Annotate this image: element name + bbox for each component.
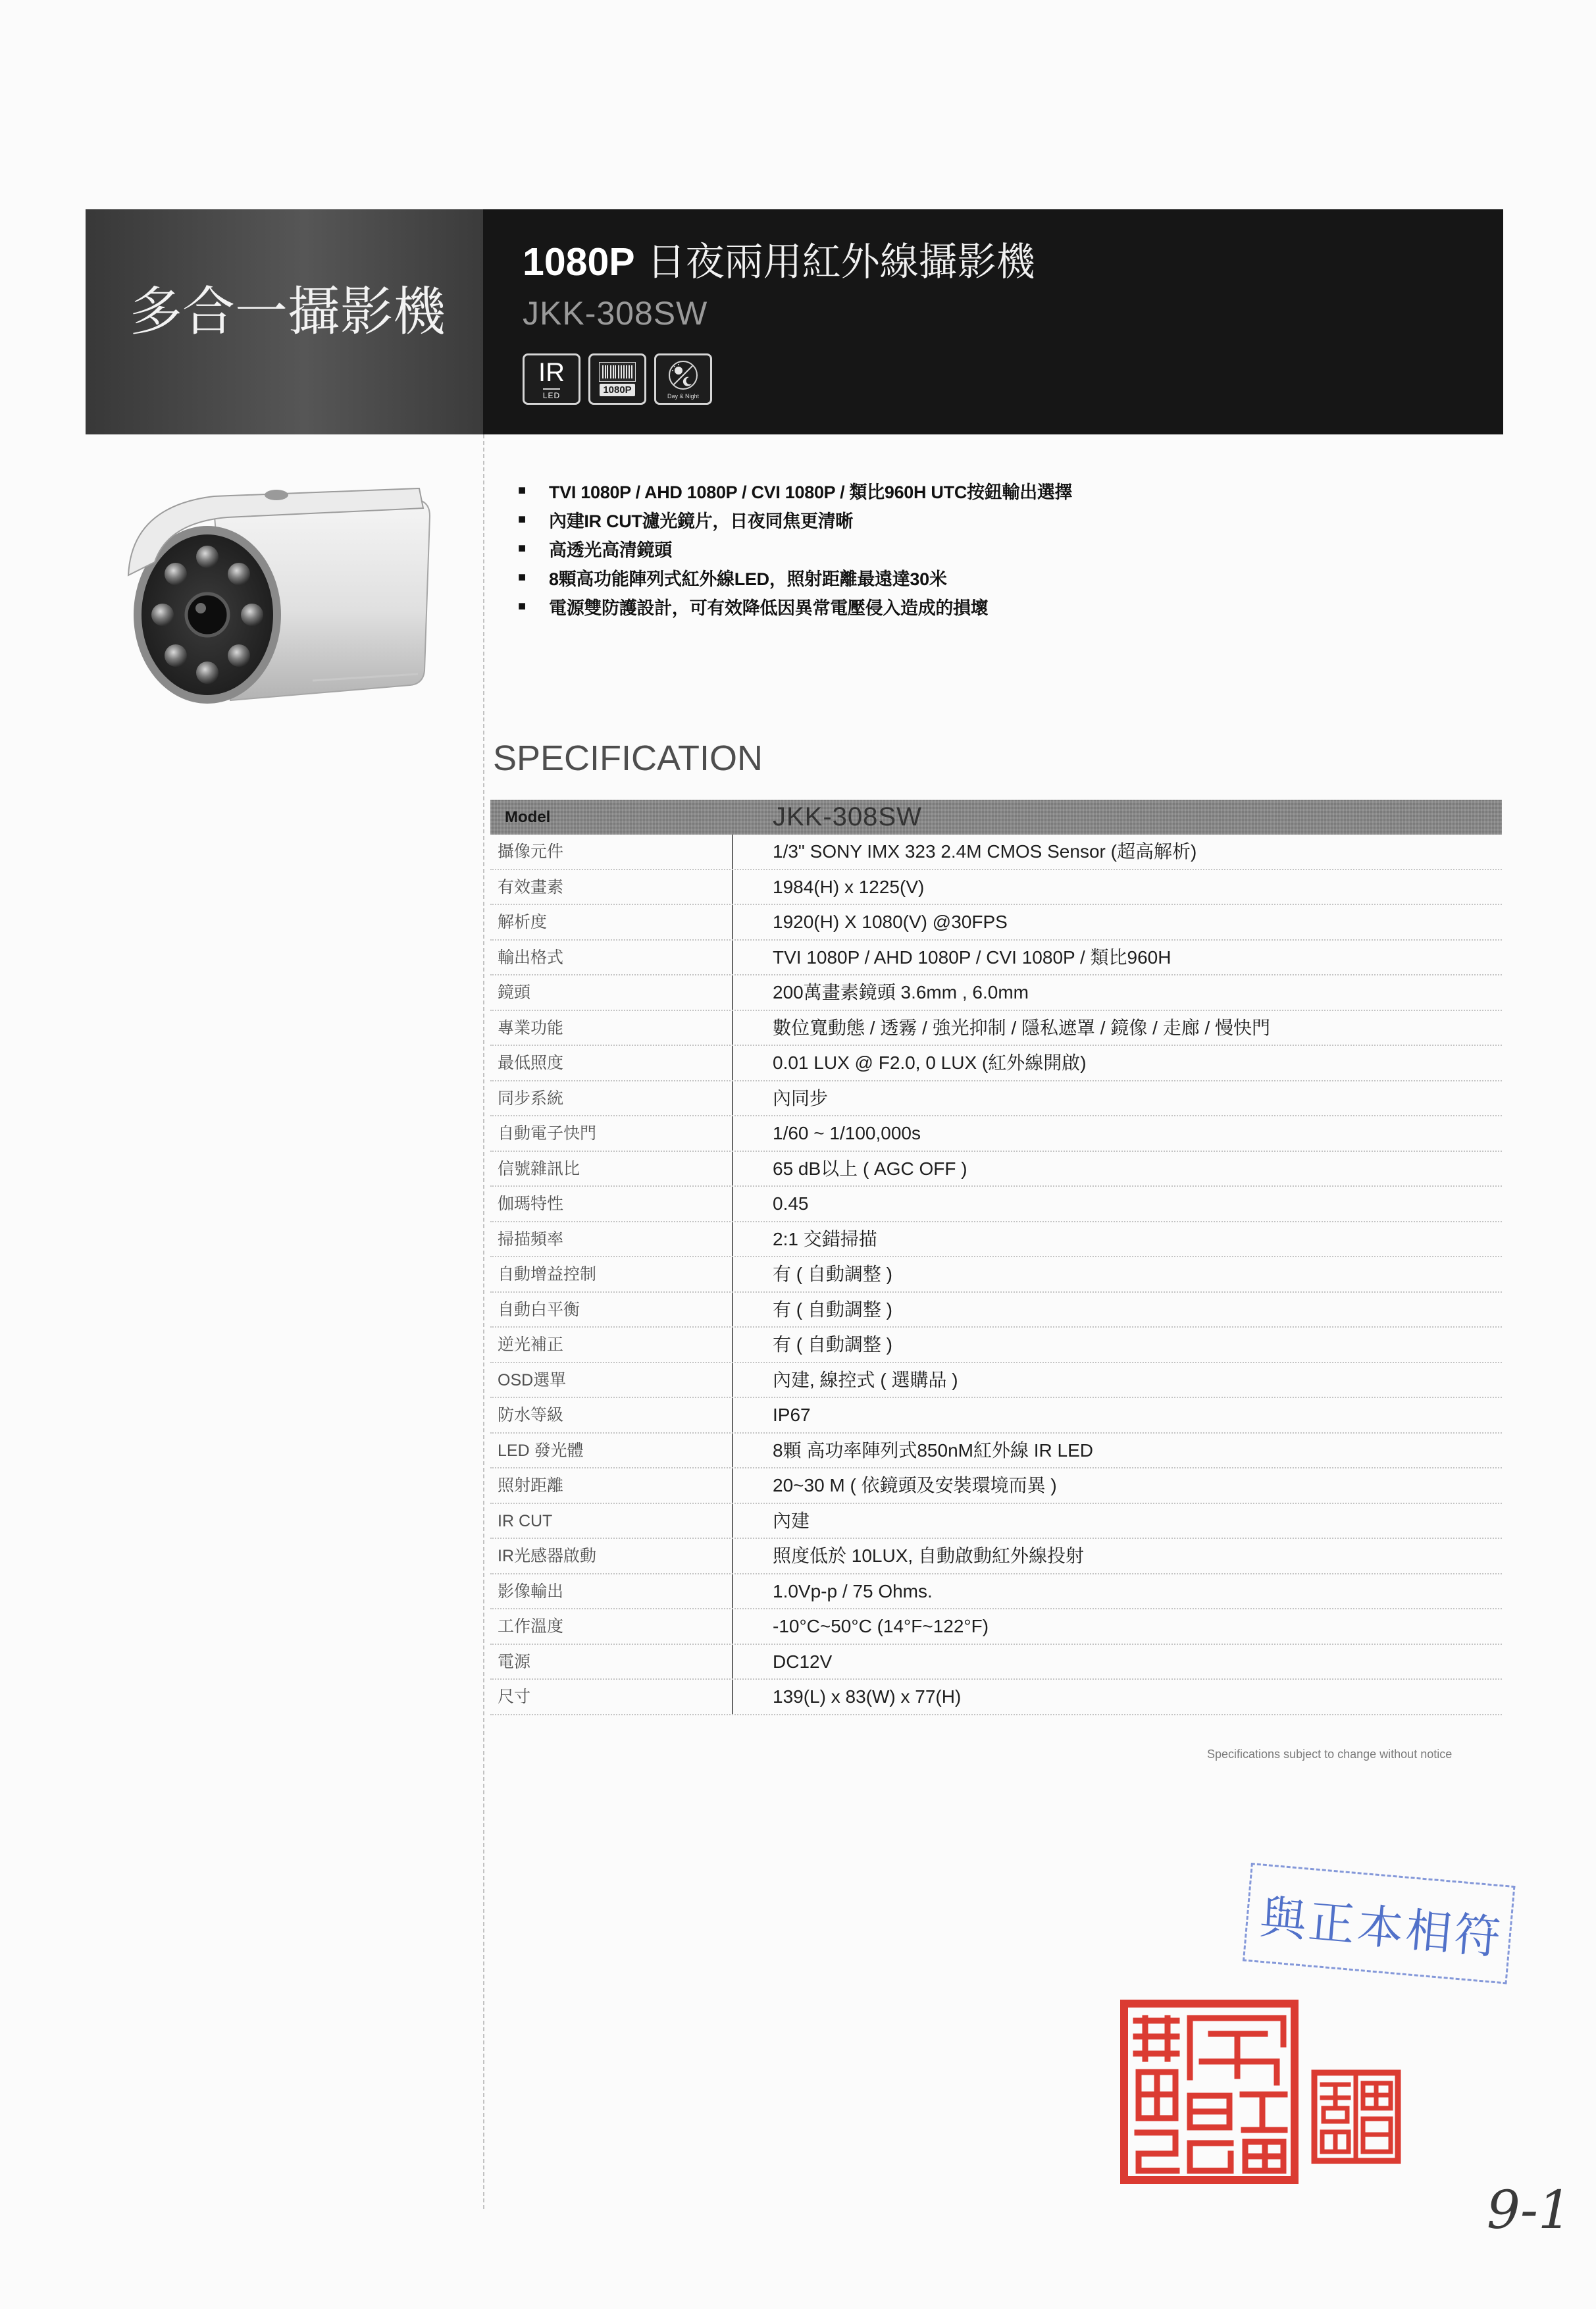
spec-value: 1/60 ~ 1/100,000s <box>732 1116 1502 1151</box>
feature-item <box>518 505 1072 534</box>
spec-value: -10°C~50°C (14°F~122°F) <box>732 1609 1502 1644</box>
spec-row <box>490 1046 1502 1081</box>
spec-label: 有效畫素 <box>498 877 564 896</box>
spec-label: 輸出格式 <box>498 948 564 967</box>
spec-row <box>490 1116 1502 1152</box>
spec-row <box>490 1539 1502 1574</box>
badge-1080p <box>588 353 646 405</box>
handwritten-page-number: 9-1 <box>1487 2179 1572 2241</box>
spec-value: 有 ( 自動調整 ) <box>732 1328 1502 1362</box>
spec-label: 鏡頭 <box>498 983 531 1002</box>
spec-header-label: Model <box>505 808 551 826</box>
company-seal <box>1119 1998 1300 2185</box>
feature-item <box>518 534 1072 563</box>
spec-row <box>490 835 1502 870</box>
spec-label: 自動電子快門 <box>498 1124 597 1143</box>
spec-label: IR光感器啟動 <box>498 1547 597 1565</box>
bullet-square-icon: ■ <box>518 512 527 527</box>
spec-value: 有 ( 自動調整 ) <box>732 1293 1502 1327</box>
spec-value: 有 ( 自動調整 ) <box>732 1257 1502 1291</box>
feature-text: 電源雙防護設計，可有效降低因異常電壓侵入造成的損壞 <box>549 598 989 618</box>
spec-label: IR CUT <box>498 1511 553 1530</box>
spec-label: OSD選單 <box>498 1370 567 1389</box>
spec-row <box>490 870 1502 906</box>
feature-item <box>518 476 1072 505</box>
spec-row <box>490 1222 1502 1258</box>
camera-image <box>115 483 434 710</box>
footer-disclaimer: Specifications subject to change without notice <box>1207 1748 1453 1761</box>
certified-copy-stamp <box>1243 1863 1516 1985</box>
spec-value: 200萬畫素鏡頭 3.6mm , 6.0mm <box>732 975 1502 1010</box>
resolution-1080p-label: 1080P <box>600 384 634 396</box>
spec-row <box>490 1468 1502 1504</box>
badge-day-night <box>654 353 712 405</box>
spec-value: 1984(H) x 1225(V) <box>732 870 1502 904</box>
spec-value: 20~30 M ( 依鏡頭及安裝環境而異 ) <box>732 1468 1502 1503</box>
spec-row <box>490 905 1502 941</box>
header-banner <box>86 209 1503 434</box>
spec-value: 0.45 <box>732 1187 1502 1221</box>
spec-title: SPECIFICATION <box>493 739 763 778</box>
spec-row <box>490 1574 1502 1610</box>
feature-badges <box>523 353 712 405</box>
spec-label: 專業功能 <box>498 1018 564 1037</box>
spec-value: 內同步 <box>732 1081 1502 1116</box>
spec-row <box>490 1504 1502 1540</box>
certified-copy-stamp-text: 與正本相符 <box>1258 1890 1506 1965</box>
spec-table <box>490 835 1502 1715</box>
day-night-icon <box>667 359 700 392</box>
personal-seal <box>1310 2069 1402 2165</box>
spec-row <box>490 1328 1502 1363</box>
spec-label: 照射距離 <box>498 1476 564 1495</box>
product-title-name: 日夜兩用紅外線攝影機 <box>646 240 1035 284</box>
spec-label: 攝像元件 <box>498 843 564 861</box>
spec-value: 數位寬動態 / 透霧 / 強光抑制 / 隱私遮罩 / 鏡像 / 走廊 / 慢快門 <box>732 1011 1502 1045</box>
spec-value: 0.01 LUX @ F2.0, 0 LUX (紅外線開啟) <box>732 1046 1502 1080</box>
spec-label: 自動白平衡 <box>498 1300 580 1319</box>
feature-text: 內建IR CUT濾光鏡片，日夜同焦更清晰 <box>549 511 853 531</box>
spec-row <box>490 1011 1502 1047</box>
bullet-square-icon: ■ <box>518 570 527 584</box>
feature-item <box>518 563 1072 592</box>
spec-row <box>490 1434 1502 1469</box>
spec-value: 65 dB以上 ( AGC OFF ) <box>732 1152 1502 1186</box>
spec-label: 掃描頻率 <box>498 1230 564 1249</box>
product-title <box>523 239 1035 286</box>
category-title: 多合一攝影機 <box>130 281 446 342</box>
spec-row <box>490 1152 1502 1187</box>
feature-text: TVI 1080P / AHD 1080P / CVI 1080P / 類比960H UTC按鈕輸出選擇 <box>549 482 1073 502</box>
spec-label: 電源 <box>498 1652 531 1671</box>
day-night-label: Day & Night <box>667 393 700 400</box>
spec-row <box>490 1187 1502 1222</box>
bullet-square-icon: ■ <box>518 599 527 613</box>
ir-led-icon-sublabel: LED <box>543 388 560 400</box>
spec-label: 防水等級 <box>498 1406 564 1424</box>
spec-row <box>490 1680 1502 1715</box>
spec-row <box>490 1293 1502 1328</box>
spec-value: 139(L) x 83(W) x 77(H) <box>732 1680 1502 1714</box>
spec-header-model: JKK-308SW <box>773 802 922 831</box>
spec-label: 影像輸出 <box>498 1582 564 1601</box>
feature-text: 高透光高清鏡頭 <box>549 540 672 560</box>
spec-label: 解析度 <box>498 913 548 931</box>
resolution-1080p-icon <box>599 362 636 382</box>
spec-label: 尺寸 <box>498 1688 531 1706</box>
bullet-square-icon: ■ <box>518 483 527 498</box>
feature-text: 8顆高功能陣列式紅外線LED，照射距離最遠達30米 <box>549 569 947 589</box>
spec-value: 1.0Vp-p / 75 Ohms. <box>732 1574 1502 1609</box>
badge-ir-led <box>523 353 580 405</box>
spec-row <box>490 1257 1502 1293</box>
feature-list <box>518 476 1072 621</box>
spec-value: 1/3" SONY IMX 323 2.4M CMOS Sensor (超高解析) <box>732 835 1502 869</box>
spec-label: 信號雜訊比 <box>498 1159 580 1178</box>
spec-value: IP67 <box>732 1398 1502 1432</box>
spec-label: LED 發光體 <box>498 1441 584 1460</box>
spec-label: 工作溫度 <box>498 1617 564 1636</box>
bullet-square-icon: ■ <box>518 541 527 556</box>
spec-value: 照度低於 10LUX, 自動啟動紅外線投射 <box>732 1539 1502 1573</box>
spec-value: DC12V <box>732 1645 1502 1679</box>
spec-row <box>490 1363 1502 1399</box>
column-divider <box>483 434 484 2209</box>
ir-led-icon-label: IR <box>538 357 565 387</box>
spec-row <box>490 941 1502 976</box>
spec-label: 伽瑪特性 <box>498 1195 564 1213</box>
spec-value: 內建 <box>732 1504 1502 1538</box>
spec-label: 最低照度 <box>498 1054 564 1072</box>
spec-value: 2:1 交錯掃描 <box>732 1222 1502 1257</box>
spec-row <box>490 1645 1502 1680</box>
spec-row <box>490 1081 1502 1117</box>
spec-row <box>490 1609 1502 1645</box>
spec-label: 同步系統 <box>498 1089 564 1108</box>
product-model: JKK-308SW <box>523 295 708 332</box>
spec-header-bar <box>490 800 1502 835</box>
spec-row <box>490 975 1502 1011</box>
spec-value: TVI 1080P / AHD 1080P / CVI 1080P / 類比960H <box>732 941 1502 975</box>
spec-label: 自動增益控制 <box>498 1265 597 1284</box>
category-panel <box>86 209 483 434</box>
spec-value: 內建, 線控式 ( 選購品 ) <box>732 1363 1502 1397</box>
feature-item <box>518 592 1072 621</box>
spec-row <box>490 1398 1502 1434</box>
spec-value: 1920(H) X 1080(V) @30FPS <box>732 905 1502 939</box>
product-title-resolution: 1080P <box>523 240 635 284</box>
spec-label: 逆光補正 <box>498 1336 564 1354</box>
spec-value: 8顆 高功率陣列式850nM紅外線 IR LED <box>732 1434 1502 1468</box>
